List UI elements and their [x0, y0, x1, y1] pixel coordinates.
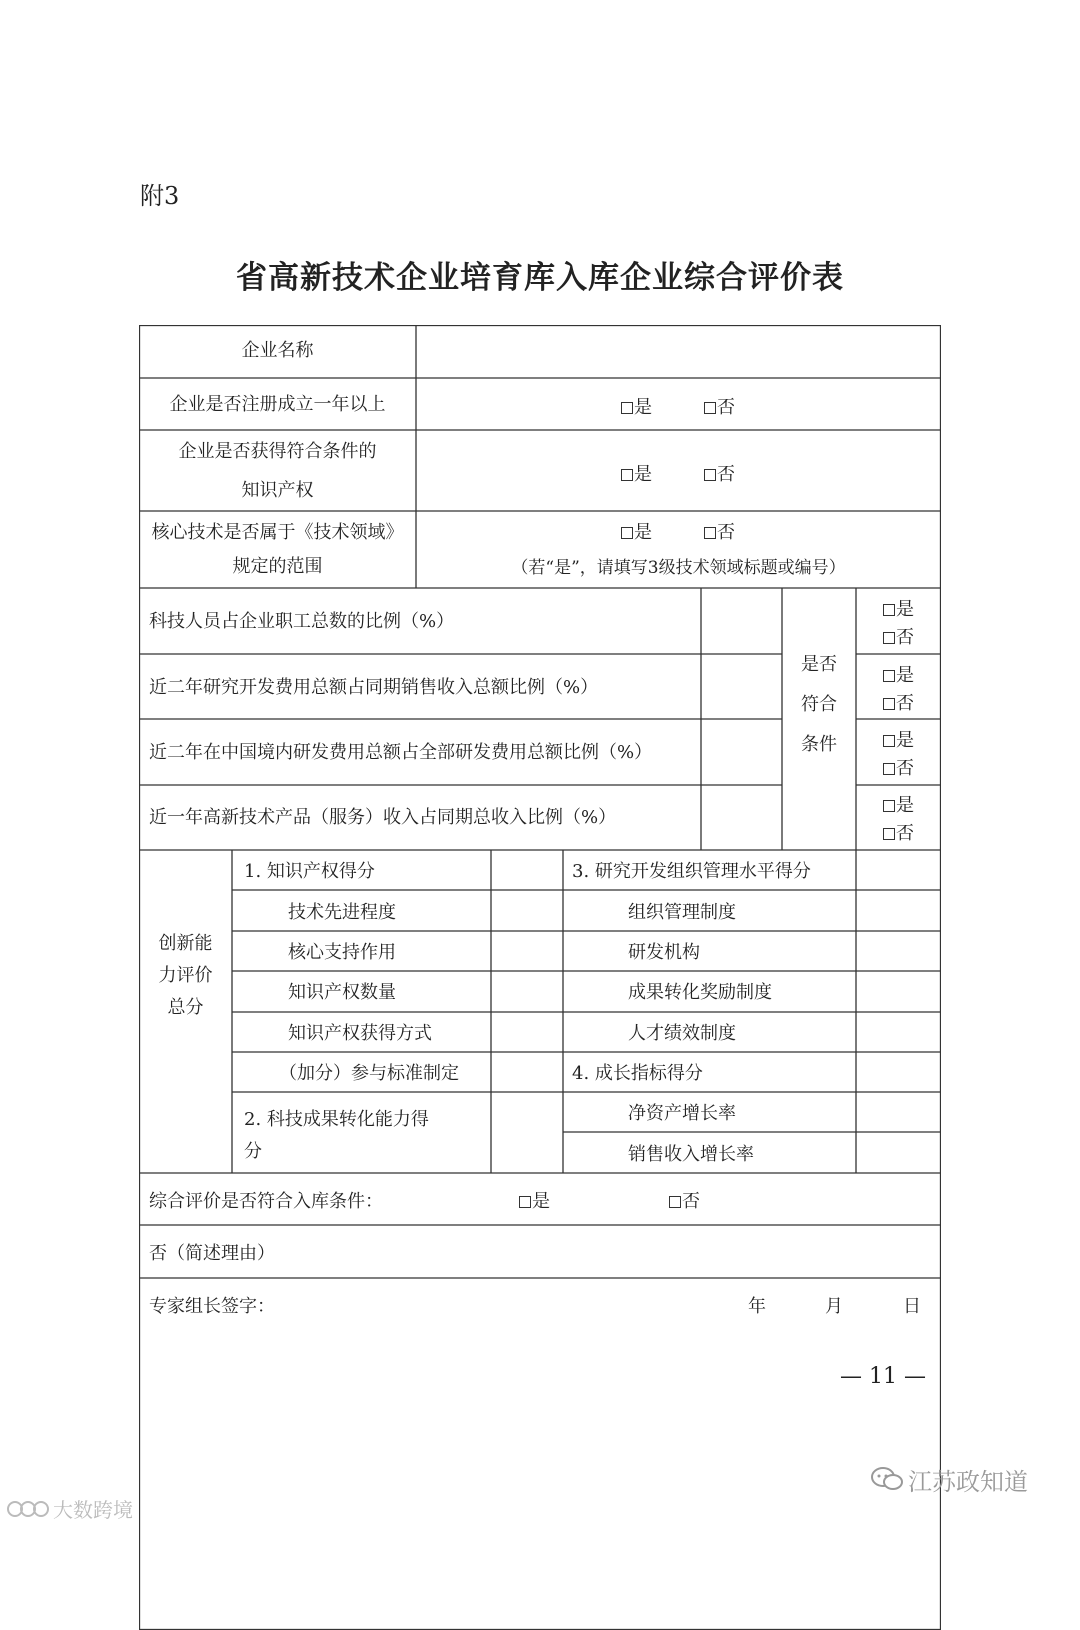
- ratio1-yes-checkbox[interactable]: [883, 604, 895, 616]
- conformity-label-3: 条件: [801, 734, 837, 755]
- ratio3-yes-option[interactable]: 是: [883, 732, 914, 750]
- chat-bubble-icon: [870, 1466, 904, 1498]
- left-item-tech-advancement: 技术先进程度: [288, 902, 396, 923]
- tech-no-checkbox[interactable]: [704, 527, 716, 539]
- overall-no-option[interactable]: 否: [669, 1193, 700, 1211]
- ratio-value-2[interactable]: [702, 655, 781, 718]
- right-item-rd-institution: 研发机构: [628, 942, 700, 963]
- conformity-label-2: 符合: [801, 694, 837, 715]
- left-item-transfer-score-line2: 分: [244, 1141, 262, 1162]
- ratio1-no-checkbox[interactable]: [883, 632, 895, 644]
- right-item-net-asset-growth: 净资产增长率: [628, 1103, 736, 1124]
- left-item-ip-score: 1. 知识产权得分: [244, 861, 375, 882]
- registered-label: 企业是否注册成立一年以上: [169, 394, 386, 415]
- tech-label-line2: 规定的范围: [232, 556, 323, 577]
- ratio4-yes-checkbox[interactable]: [883, 800, 895, 812]
- innovation-label-line1: 创新能: [158, 933, 213, 954]
- tech-yes-checkbox[interactable]: [621, 527, 633, 539]
- ratio4-no-checkbox[interactable]: [883, 828, 895, 840]
- right-score-column[interactable]: [857, 851, 940, 1172]
- right-item-reward-system: 成果转化奖励制度: [628, 982, 772, 1003]
- right-item-org-system: 组织管理制度: [628, 902, 736, 923]
- ratio2-no-checkbox[interactable]: [883, 698, 895, 710]
- registered-no-option[interactable]: 否: [704, 399, 735, 417]
- ratio2-no-option[interactable]: 否: [883, 695, 914, 713]
- tech-yes-option[interactable]: 是: [621, 524, 652, 542]
- signature-month: 月: [825, 1296, 843, 1317]
- ratio-value-1[interactable]: [702, 589, 781, 653]
- overall-no-checkbox[interactable]: [669, 1196, 681, 1208]
- watermark-jiangsu: 江苏政知道: [870, 1462, 1028, 1498]
- tech-label-line1: 核心技术是否属于《技术领域》: [151, 522, 404, 543]
- signature-day: 日: [903, 1296, 921, 1317]
- ip-yes-option[interactable]: 是: [621, 466, 652, 484]
- ratio-label-2: 近二年研究开发费用总额占同期销售收入总额比例（%）: [149, 677, 599, 698]
- ratio4-yes-option[interactable]: 是: [883, 797, 914, 815]
- tech-no-option[interactable]: 否: [704, 524, 735, 542]
- registered-yes-option[interactable]: 是: [621, 399, 652, 417]
- reason-label: 否（简述理由）: [149, 1243, 275, 1264]
- overall-yes-option[interactable]: 是: [519, 1193, 550, 1211]
- ratio-label-4: 近一年高新技术产品（服务）收入占同期总收入比例（%）: [149, 807, 617, 828]
- page-number: — 11 —: [840, 1364, 926, 1389]
- form-title: 省高新技术企业培育库入库企业综合评价表: [236, 260, 844, 296]
- ratio-value-4[interactable]: [702, 786, 781, 849]
- right-item-talent-performance: 人才绩效制度: [628, 1023, 736, 1044]
- ratio1-yes-option[interactable]: 是: [883, 601, 914, 619]
- ip-label-line2: 知识产权: [241, 480, 314, 501]
- overall-evaluation-label: 综合评价是否符合入库条件：: [149, 1191, 383, 1212]
- left-item-ip-acquisition: 知识产权获得方式: [288, 1023, 432, 1044]
- right-item-growth-score: 4. 成长指标得分: [572, 1063, 703, 1084]
- evaluation-form: [139, 325, 941, 1630]
- attachment-label: 附3: [140, 182, 180, 210]
- ratio1-no-option[interactable]: 否: [883, 629, 914, 647]
- company-name-label: 企业名称: [241, 340, 314, 361]
- conformity-label-1: 是否: [801, 654, 837, 675]
- left-item-core-support: 核心支持作用: [288, 942, 396, 963]
- signature-year: 年: [748, 1296, 766, 1317]
- ratio3-no-checkbox[interactable]: [883, 763, 895, 775]
- ratio2-yes-checkbox[interactable]: [883, 670, 895, 682]
- ratio2-yes-option[interactable]: 是: [883, 667, 914, 685]
- registered-yes-checkbox[interactable]: [621, 402, 633, 414]
- overall-yes-checkbox[interactable]: [519, 1196, 531, 1208]
- ip-yes-checkbox[interactable]: [621, 469, 633, 481]
- right-item-rd-management-score: 3. 研究开发组织管理水平得分: [572, 861, 811, 882]
- ratio-value-3[interactable]: [702, 720, 781, 784]
- ratio3-yes-checkbox[interactable]: [883, 735, 895, 747]
- registered-no-checkbox[interactable]: [704, 402, 716, 414]
- brand-logo-icon: [6, 1498, 50, 1525]
- innovation-label-line2: 力评价: [158, 965, 213, 986]
- innovation-label-line3: 总分: [167, 997, 204, 1018]
- left-item-transfer-score-line1: 2. 科技成果转化能力得: [244, 1109, 429, 1130]
- left-item-ip-quantity: 知识产权数量: [288, 982, 396, 1003]
- ip-label-line1: 企业是否获得符合条件的: [178, 441, 377, 462]
- tech-field-note: （若“是”，请填写3级技术领域标题或编号）: [511, 558, 846, 578]
- left-score-column[interactable]: [492, 851, 562, 1172]
- watermark-dashu: 大数跨境: [6, 1494, 133, 1525]
- ratio4-no-option[interactable]: 否: [883, 825, 914, 843]
- ratio3-no-option[interactable]: 否: [883, 760, 914, 778]
- signature-label: 专家组长签字：: [149, 1296, 275, 1317]
- company-name-field[interactable]: [417, 326, 940, 378]
- left-item-standard-bonus: （加分）参与标准制定: [279, 1063, 459, 1084]
- ratio-label-3: 近二年在中国境内研发费用总额占全部研发费用总额比例（%）: [149, 742, 653, 763]
- ratio-label-1: 科技人员占企业职工总数的比例（%）: [149, 611, 455, 632]
- ip-no-checkbox[interactable]: [704, 469, 716, 481]
- ip-no-option[interactable]: 否: [704, 466, 735, 484]
- right-item-sales-growth: 销售收入增长率: [628, 1144, 754, 1165]
